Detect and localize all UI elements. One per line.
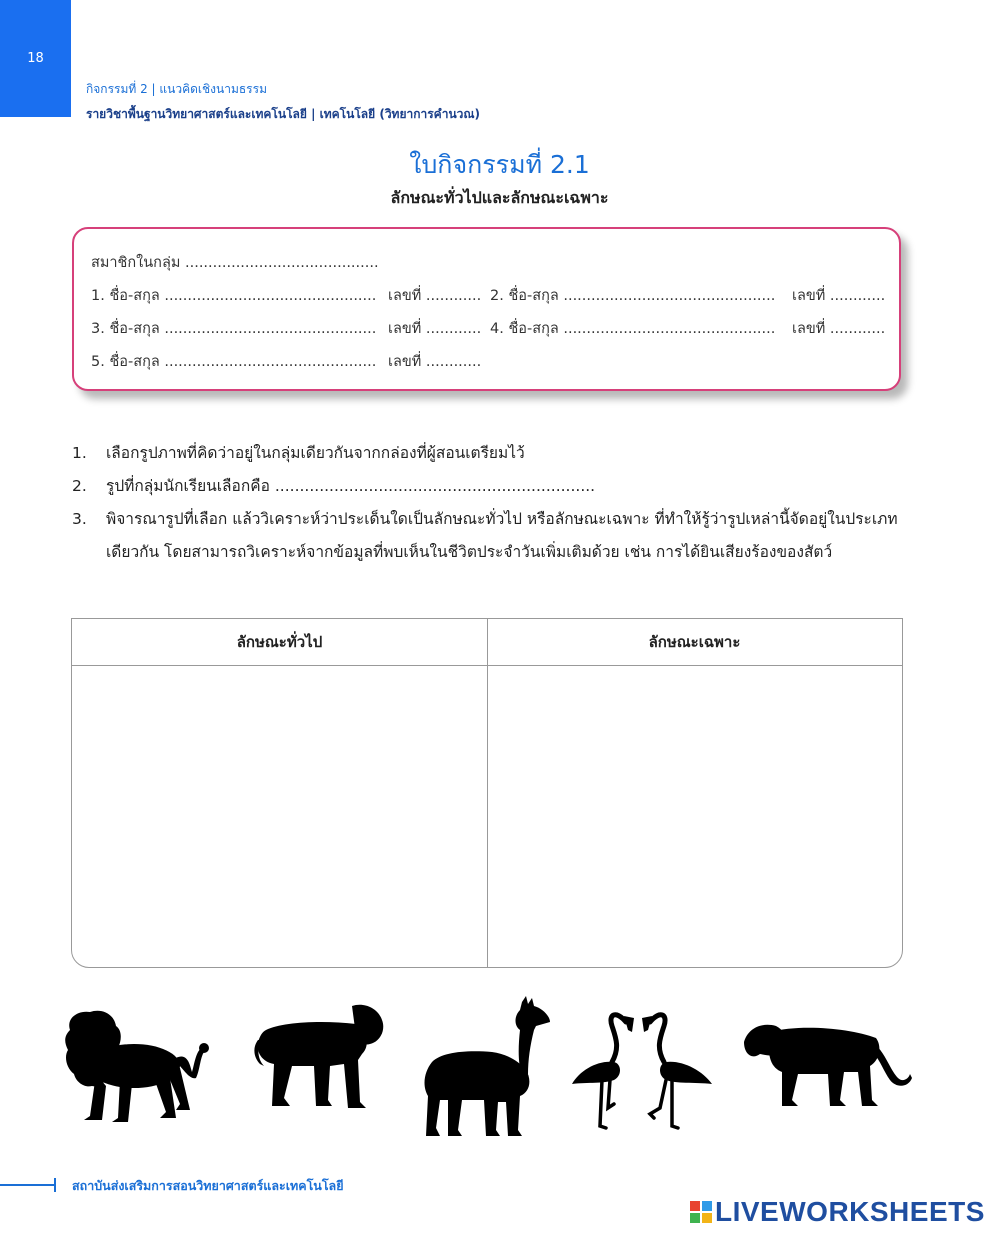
member-1-number: เลขที่ ............ (388, 288, 482, 304)
worksheet-subtitle: ลักษณะทั่วไปและลักษณะเฉพาะ (390, 188, 609, 207)
instructions-list (72, 437, 908, 569)
liveworksheets-logo-icon (690, 1201, 712, 1223)
instruction-text: เลือกรูปภาพที่คิดว่าอยู่ในกลุ่มเดียวกันจากกล่องที่ผู้สอนเตรียมไว้ (106, 444, 525, 462)
member-3-number: เลขที่ ............ (388, 321, 482, 337)
member-5-number: เลขที่ ............ (388, 354, 482, 370)
group-members-box (72, 227, 901, 391)
header-chapter: กิจกรรมที่ 2 | แนวคิดเชิงนามธรรม (86, 82, 267, 96)
worksheet-title: ใบกิจกรรมที่ 2.1 (409, 150, 590, 179)
general-characteristics-answer-area[interactable] (72, 667, 487, 967)
member-3-name: 3. ชื่อ-สกุล .............................................. (91, 321, 377, 337)
llama-icon (422, 996, 554, 1140)
member-2-name: 2. ชื่อ-สกุล .............................................. (490, 288, 776, 304)
characteristics-table (71, 618, 903, 968)
tiger-icon (252, 1002, 388, 1114)
lion-icon (62, 1008, 212, 1138)
page-number-tab (0, 0, 71, 117)
instruction-text: พิจารณารูปที่เลือก แล้ววิเคราะห์ว่าประเด็นใดเป็นลักษณะทั่วไป หรือลักษณะเฉพาะ ที่ทำให้รู้ว่ารูปเหล่านี้จัดอยู่ในประเภทเดียวกัน โดยสามารถวิเคราะห์จากข้อมูลที่พบเห็นในชีวิตประจำวันเพิ่มเติมด้วย เช่น การได้ยินเสียงร้องของสัตว์ (106, 510, 898, 561)
member-5-name: 5. ชื่อ-สกุล .............................................. (91, 354, 377, 370)
footer-rule-tick (54, 1178, 56, 1192)
specific-characteristics-header: ลักษณะเฉพาะ (648, 633, 741, 651)
footer-institute: สถาบันส่งเสริมการสอนวิทยาศาสตร์และเทคโนโลยี (72, 1178, 344, 1193)
header-course: รายวิชาพื้นฐานวิทยาศาสตร์และเทคโนโลยี | เทคโนโลยี (วิทยาการคำนวณ) (86, 107, 481, 121)
instruction-number: 2. (72, 477, 87, 495)
instruction-text: รูปที่กลุ่มนักเรียนเลือกคือ ................................................................. (106, 477, 596, 495)
instruction-number: 1. (72, 444, 87, 462)
instruction-number: 3. (72, 510, 87, 528)
flamingos-icon (568, 1008, 716, 1132)
member-1-name: 1. ชื่อ-สกุล .............................................. (91, 288, 377, 304)
page-number: 18 (27, 51, 44, 66)
instruction-item (72, 437, 908, 470)
member-4-number: เลขที่ ............ (792, 321, 886, 337)
liveworksheets-logo[interactable] (690, 1196, 985, 1228)
footer-rule (0, 1184, 54, 1186)
specific-characteristics-answer-area[interactable] (488, 667, 901, 967)
group-members-line: สมาชิกในกลุ่ม .......................................... (91, 255, 379, 271)
tiger-roaring-icon (740, 1020, 912, 1112)
liveworksheets-wordmark: LIVEWORKSHEETS (715, 1196, 985, 1227)
instruction-item (72, 470, 908, 503)
member-4-name: 4. ชื่อ-สกุล .............................................. (490, 321, 776, 337)
member-2-number: เลขที่ ............ (792, 288, 886, 304)
instruction-item (72, 503, 908, 569)
general-characteristics-header: ลักษณะทั่วไป (236, 633, 323, 651)
